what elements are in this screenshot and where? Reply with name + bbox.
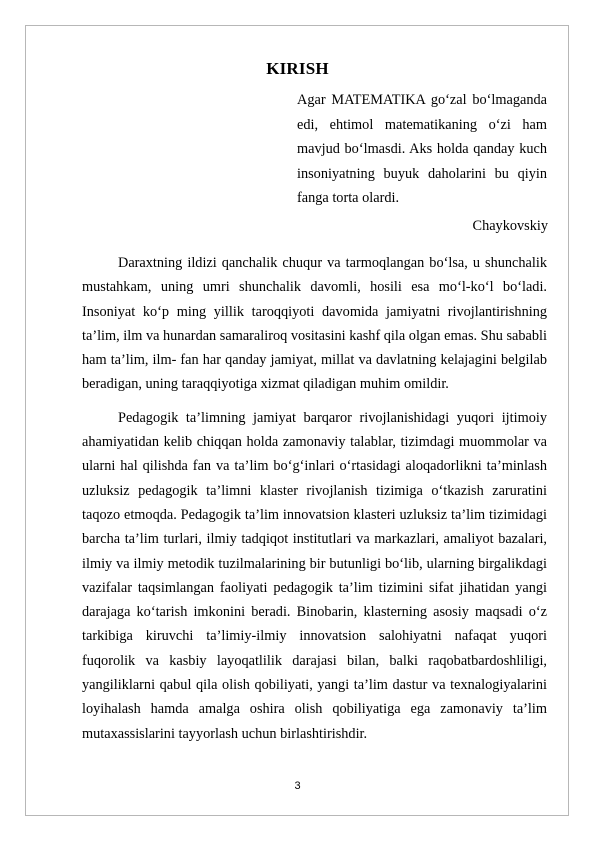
- epigraph-author: Chaykovskiy: [472, 218, 548, 234]
- page-title: KIRISH: [266, 59, 329, 78]
- epigraph-quote: Agar MATEMATIKA go‘zal bo‘lmaganda edi, ehtimol matematikaning o‘zi ham mavjud bo‘lmasdi. Aks holda qanday kuch insoniyatning buyuk daholarini bu qiyin fanga torta olardi.: [297, 92, 547, 206]
- paragraph-1: Daraxtning ildizi qanchalik chuqur va tarmoqlangan bo‘lsa, u shunchalik mustahkam, uning umri shunchalik davomli, hosili esa mo‘l-ko‘l bo‘ladi. Insoniyat ko‘p ming yillik taroqqiyoti davomida jamiyatni rivojlantirishning ta’lim, ilm va hunardan samaraliroq vositasini kashf qila olgan emas. Shu sababli ham ta’lim, ilm- fan har qanday jamiyat, millat va davlatning kelajagini belgilab beradigan, uning taraqqiyotiga xizmat qiladigan muhim omildir.: [82, 255, 547, 393]
- paragraph-2: Pedagogik ta’limning jamiyat barqaror rivojlanishidagi yuqori ijtimoiy ahamiyatidan kelib chiqqan holda zamonaviy talablar, tizimdagi muommolar va ularni hal qilishda fan va ta’lim bo‘g‘inlari o‘rtasidagi aloqadorlikni ta’minlash uzluksiz pedagogik ta’limni klaster rivojlanish tizimiga o‘tkazish zaruratini taqozo etmoqda. Pedagogik ta’lim innovatsion klasteri uzluksiz ta’lim tizimidagi barcha ta’lim turlari, ilmiy tadqiqot institutlari va markazlari, amaliyot bazalari, ilmiy va ilmiy metodik tuzilmalarining bir butunligi bo‘lib, ularning birgalikdagi vazifalar taqsimlangan faoliyati pedagogik ta’lim tizimini sifat jihatidan yangi darajaga ko‘tarish imkonini beradi. Binobarin, klasterning asosiy maqsadi o‘z tarkibiga kiruvchi ta’limiy-ilmiy innovatsion salohiyatni nafaqat yuqori fuqorolik va kasbiy layoqatlilik darajasi bilan, balki raqobatbardoshliligi, yangiliklarni qabul qila olish qobiliyati, yangi ta’lim dastur va texnalogiyalarini loyihalash hamda amalga oshira olish qobiliyatiga ega zamonaviy ta’lim mutaxassislarini tayyorlash uchun birlashtirishdir.: [82, 409, 547, 742]
- body-text: [82, 251, 547, 755]
- page-number: 3: [294, 780, 301, 792]
